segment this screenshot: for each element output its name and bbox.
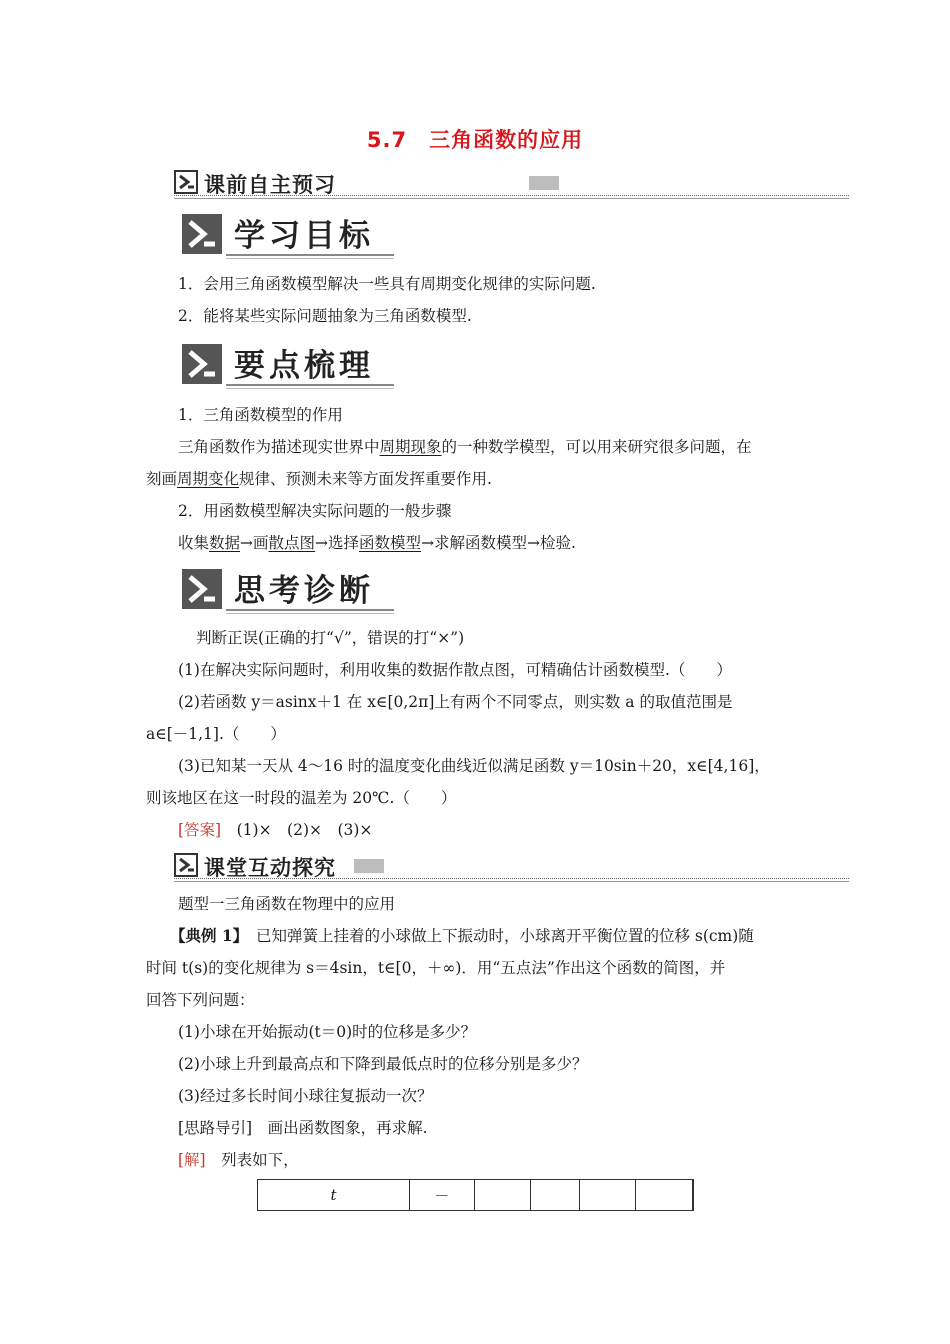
section-title: 课堂互动探究: [204, 856, 336, 880]
judge-question-cont: a∈[－1,1].（ ）: [146, 725, 286, 743]
section-arrow-icon: [182, 344, 222, 384]
table-cell: t: [258, 1180, 410, 1211]
key-heading-1: 1．三角函数模型的作用: [178, 406, 343, 424]
example-hint: [思路导引] 画出函数图象，再求解.: [178, 1119, 428, 1137]
section-arrow-icon: [182, 214, 222, 254]
underlined-term: 散点图: [268, 534, 316, 552]
example-line: 时间 t(s)的变化规律为 s＝4sin，t∈[0，＋∞)．用“五点法”作出这个函数的简图，并: [146, 959, 726, 977]
example-line: 回答下列问题：: [146, 991, 255, 1009]
type-title: 题型一三角函数在物理中的应用: [178, 895, 396, 913]
section-title: 课前自主预习: [204, 173, 336, 197]
judge-question: (2)若函数 y＝asinx＋1 在 x∈[0,2π]上有两个不同零点，则实数 a 的取值范围是: [178, 693, 733, 711]
section-title: 思考诊断: [234, 573, 374, 609]
key-paragraph-line: 刻画周期变化规律、预测未来等方面发挥重要作用.: [146, 470, 492, 488]
section-banner-key-points: [182, 340, 394, 390]
judge-question: (3)已知某一天从 4～16 时的温度变化曲线近似满足函数 y＝10sin＋20，x∈[4,16]，: [178, 757, 770, 775]
section-arrow-icon: [182, 569, 222, 609]
underlined-term: 周期变化: [177, 470, 240, 488]
goal-item: 2．能将某些实际问题抽象为三角函数模型.: [178, 307, 472, 325]
key-paragraph-line: 三角函数作为描述现实世界中周期现象的一种数学模型，可以用来研究很多问题，在: [178, 438, 752, 456]
answer-label: [答案]: [178, 821, 222, 839]
example-question: (3)经过多长时间小球往复振动一次？: [178, 1087, 433, 1105]
table-cell: [531, 1180, 580, 1211]
table-row: [258, 1180, 694, 1211]
key-heading-2: 2．用函数模型解决实际问题的一般步骤: [178, 502, 452, 520]
section-banner-goals: [182, 210, 394, 260]
table-cell: [579, 1180, 636, 1211]
table-cell: [474, 1180, 531, 1211]
solution-line: [解] 列表如下，: [178, 1151, 299, 1169]
section-arrow-icon: [174, 853, 198, 877]
example-label: 【典例 1】: [170, 926, 241, 945]
table-cell: [636, 1180, 693, 1211]
underlined-term: 周期现象: [379, 438, 442, 456]
solution-label: [解]: [178, 1151, 206, 1169]
judge-question-cont: 则该地区在这一时段的温差为 20℃.（ ）: [146, 789, 457, 807]
section-banner-classroom: [174, 850, 849, 880]
judge-answer: [答案] (1)× (2)× (3)×: [178, 821, 373, 839]
table-cell: [693, 1180, 694, 1211]
value-table: [257, 1179, 694, 1211]
section-arrow-icon: [174, 170, 198, 194]
underlined-term: 函数模型: [359, 534, 422, 552]
example-question: (2)小球上升到最高点和下降到最低点时的位移分别是多少？: [178, 1055, 588, 1073]
section-title: 要点梳理: [234, 348, 374, 384]
table-cell: －: [409, 1180, 474, 1211]
section-banner-preview: [174, 167, 849, 197]
judge-intro: 判断正误(正确的打“√”，错误的打“×”): [196, 629, 465, 647]
underlined-term: 数据: [209, 534, 241, 552]
section-banner-thinking: [182, 565, 394, 615]
section-title: 学习目标: [234, 218, 374, 254]
example-question: (1)小球在开始振动(t＝0)时的位移是多少？: [178, 1023, 477, 1041]
example-line: 【典例 1】 已知弹簧上挂着的小球做上下振动时，小球离开平衡位置的位移 s(cm)随: [170, 926, 754, 945]
goal-item: 1．会用三角函数模型解决一些具有周期变化规律的实际问题.: [178, 275, 596, 293]
key-steps: 收集数据→画散点图→选择函数模型→求解函数模型→检验.: [178, 534, 576, 552]
page-title: 5.7 三角函数的应用: [366, 128, 584, 152]
judge-question: (1)在解决实际问题时，利用收集的数据作散点图，可精确估计函数模型.（ ）: [178, 661, 732, 679]
